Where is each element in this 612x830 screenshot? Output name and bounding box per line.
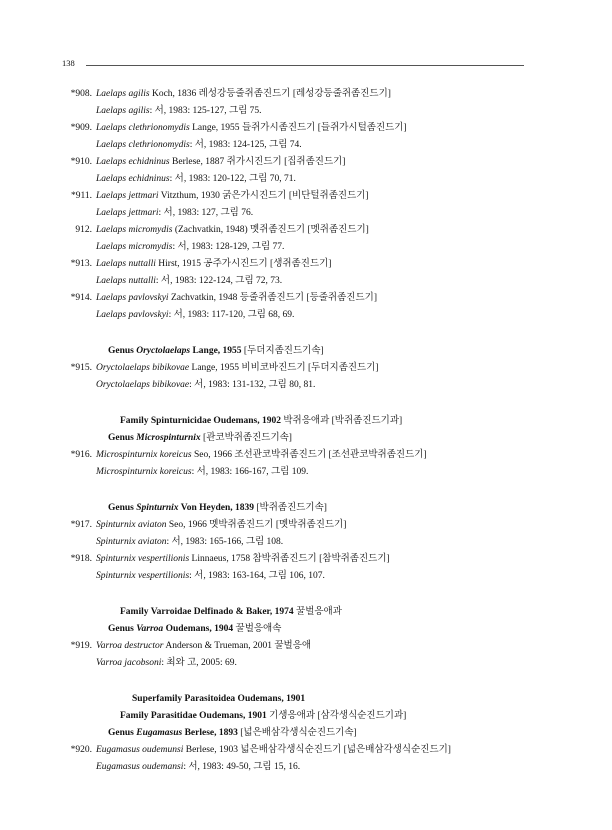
- genus-heading-oryctolaelaps: Genus Oryctolaelaps Lange, 1955 [두더지좀진드기속]: [108, 346, 324, 356]
- list-item-reference: Spinturnix aviaton: 서, 1983: 165-166, 그림 108.: [96, 537, 284, 547]
- list-item: *910. Laelaps echidninus Berlese, 1887 쥐가시진드기 [집쥐좀진드기]: [70, 157, 346, 167]
- list-item-reference: Laelaps nuttalli: 서, 1983: 122-124, 그림 72, 73.: [96, 276, 283, 286]
- list-item-reference: Laelaps echidninus: 서, 1983: 120-122, 그림 70, 71.: [96, 174, 296, 184]
- list-item-reference: Laelaps agilis: 서, 1983: 125-127, 그림 75.: [96, 106, 262, 116]
- genus-heading-microspinturnix: Genus Microspinturnix [관코박쥐좀진드기속]: [108, 433, 292, 443]
- list-item-reference: Laelaps pavlovskyi: 서, 1983: 117-120, 그림 68, 69.: [96, 310, 295, 320]
- list-item-reference: Microspinturnix koreicus: 서, 1983: 166-167, 그림 109.: [96, 467, 309, 477]
- list-item: *916. Microspinturnix koreicus Seo, 1966 조선관코박쥐좀진드기 [조선관코박쥐좀진드기]: [70, 450, 427, 460]
- list-item: *909. Laelaps clethrionomydis Lange, 1955 들쥐가시좀진드기 [들쥐가시털좀진드기]: [70, 123, 407, 133]
- family-heading-varroidae: Family Varroidae Delfinado & Baker, 1974 꿀벌응애과: [120, 607, 342, 617]
- list-item: 912. Laelaps micromydis (Zachvatkin, 1948) 멧쥐좀진드기 [멧쥐좀진드기]: [75, 225, 369, 235]
- list-item: *920. Eugamasus oudemunsi Berlese, 1903 넓은배삼각생식순진드기 [넓은배삼각생식순진드기]: [70, 745, 451, 755]
- list-item: *918. Spinturnix vespertilionis Linnaeus, 1758 참박쥐좀진드기 [참박쥐좀진드기]: [70, 554, 390, 564]
- list-item-reference: Laelaps clethrionomydis: 서, 1983: 124-125, 그림 74.: [96, 140, 302, 150]
- list-item-reference: Laelaps jettmari: 서, 1983: 127, 그림 76.: [96, 208, 254, 218]
- family-heading-parasitidae: Family Parasitidae Oudemans, 1901 기생응애과 [삼각생식순진드기과]: [120, 711, 407, 721]
- list-item: *917. Spinturnix aviaton Seo, 1966 멧박쥐좀진드기 [멧박쥐좀진드기]: [70, 520, 347, 530]
- list-item-reference: Spinturnix vespertilionis: 서, 1983: 163-164, 그림 106, 107.: [96, 571, 325, 581]
- superfamily-heading-parasitoidea: Superfamily Parasitoidea Oudemans, 1901: [132, 694, 306, 704]
- list-item-reference: Laelaps micromydis: 서, 1983: 128-129, 그림 77.: [96, 242, 285, 252]
- list-item-reference: Varroa jacobsoni: 최와 고, 2005: 69.: [96, 658, 237, 668]
- list-item: *919. Varroa destructor Anderson & Trueman, 2001 꿀벌응애: [70, 641, 312, 651]
- list-item-reference: Oryctolaelaps bibikovae: 서, 1983: 131-132, 그림 80, 81.: [96, 380, 316, 390]
- list-item: *915. Oryctolaelaps bibikovae Lange, 1955 비비코바진드기 [두더지좀진드기]: [70, 363, 379, 373]
- list-item: *913. Laelaps nuttalli Hirst, 1915 공주가시진드기 [생쥐좀진드기]: [70, 259, 332, 269]
- list-item: *911. Laelaps jettmari Vitzthum, 1930 굵은가시진드기 [비단털쥐좀진드기]: [70, 191, 369, 201]
- header-rule: [86, 65, 524, 66]
- genus-heading-spinturnix: Genus Spinturnix Von Heyden, 1839 [박쥐좀진드기속]: [108, 503, 327, 513]
- species-list: [0, 86, 612, 776]
- list-item: *908. Laelaps agilis Koch, 1836 레성강등줄쥐좀진드기 [레성강등줄쥐좀진드기]: [70, 89, 391, 99]
- list-item: *914. Laelaps pavlovskyi Zachvatkin, 1948 등줄쥐좀진드기 [등줄쥐좀진드기]: [70, 293, 377, 303]
- genus-heading-varroa: Genus Varroa Oudemans, 1904 꿀벌응애속: [108, 624, 282, 634]
- list-item-reference: Eugamasus oudemansi: 서, 1983: 49-50, 그림 15, 16.: [96, 762, 301, 772]
- genus-heading-eugamasus: Genus Eugamasus Berlese, 1893 [넓은배삼각생식순진드기속]: [108, 728, 357, 738]
- family-heading-spinturnicidae: Family Spinturnicidae Oudemans, 1902 박쥐응애과 [박쥐좀진드기과]: [120, 416, 403, 426]
- page-number: 138: [62, 58, 75, 68]
